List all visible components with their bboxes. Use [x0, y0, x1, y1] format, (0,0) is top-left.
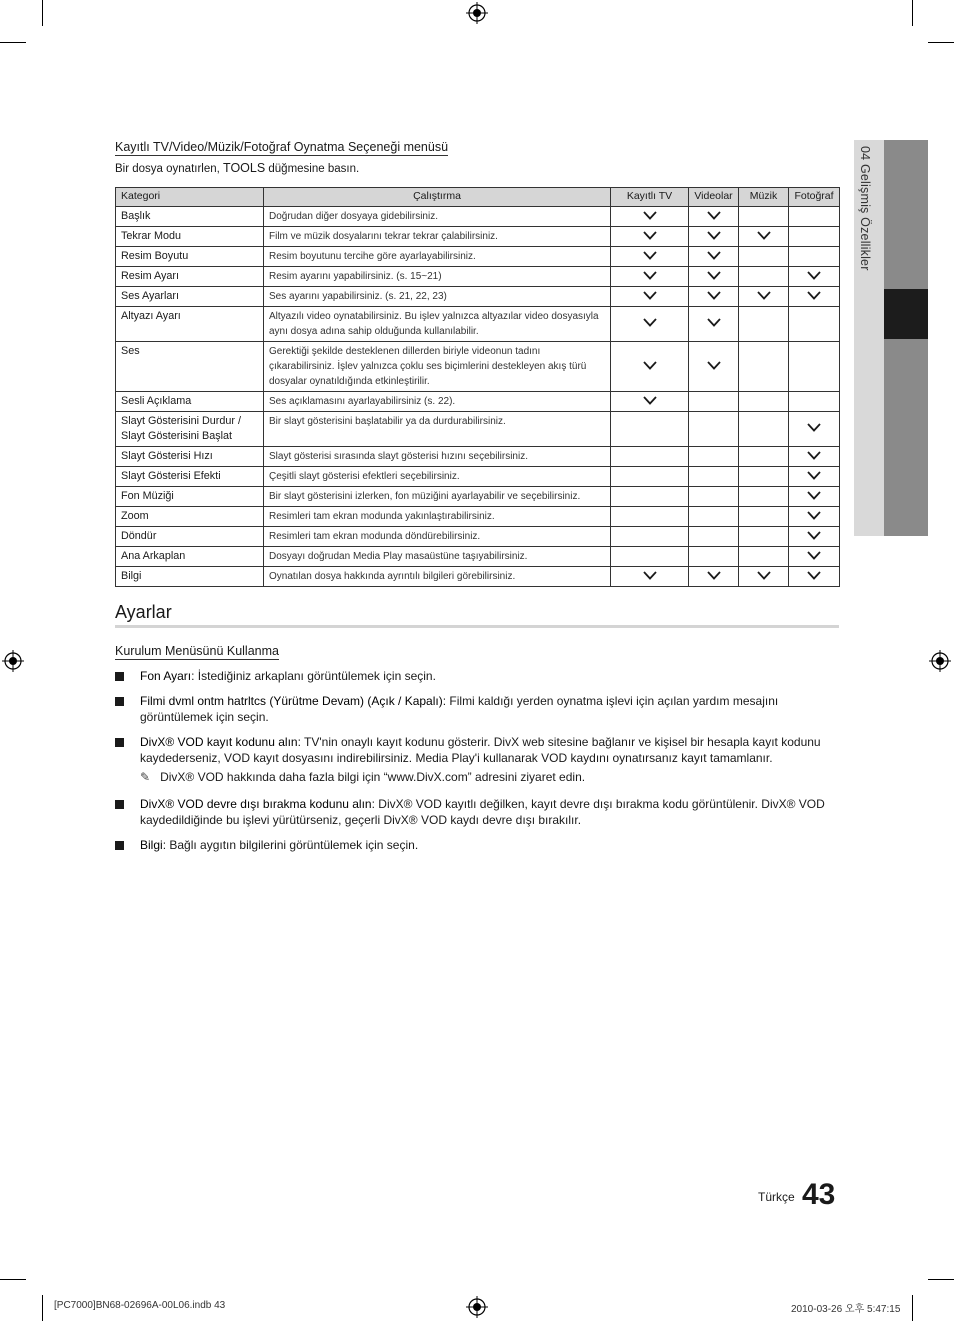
availability-cell — [689, 392, 739, 412]
row-category: Ana Arkaplan — [116, 547, 264, 567]
row-category: Tekrar Modu — [116, 227, 264, 247]
row-category: Resim Boyutu — [116, 247, 264, 267]
checkmark-icon — [643, 361, 657, 373]
availability-cell — [611, 487, 689, 507]
table-row — [116, 267, 840, 287]
list-item — [115, 734, 839, 766]
table-row — [116, 247, 840, 267]
availability-cell — [789, 267, 840, 287]
row-description: Doğrudan diğer dosyaya gidebilirsiniz. — [264, 207, 611, 227]
table-row — [116, 447, 840, 467]
options-table — [115, 187, 840, 587]
availability-cell — [789, 447, 840, 467]
list-item-term: Filmi dvml ontm hatrltcs (Yürütme Devam) (Açık / Kapalı) — [140, 694, 443, 708]
checkmark-icon — [807, 551, 821, 563]
table-row — [116, 207, 840, 227]
availability-cell — [689, 287, 739, 307]
availability-cell — [689, 547, 739, 567]
availability-cell — [739, 307, 789, 342]
row-category: Altyazı Ayarı — [116, 307, 264, 342]
availability-cell — [611, 227, 689, 247]
crop-mark — [0, 42, 26, 43]
row-description: Çeşitli slayt gösterisi efektleri seçebilirsiniz. — [264, 467, 611, 487]
checkmark-icon — [807, 491, 821, 503]
availability-cell — [689, 207, 739, 227]
row-description: Dosyayı doğrudan Media Play masaüstüne taşıyabilirsiniz. — [264, 547, 611, 567]
checkmark-icon — [707, 271, 721, 283]
list-item-text: : İstediğiniz arkaplanı görüntülemek için seçin. — [191, 669, 436, 683]
row-description: Slayt gösterisi sırasında slayt gösterisi hızını seçebilirsiniz. — [264, 447, 611, 467]
note — [140, 770, 585, 784]
availability-cell — [739, 412, 789, 447]
availability-cell — [611, 247, 689, 267]
checkmark-icon — [707, 231, 721, 243]
table-row — [116, 567, 840, 587]
availability-cell — [689, 267, 739, 287]
checkmark-icon — [643, 396, 657, 408]
table-row — [116, 547, 840, 567]
table-row — [116, 467, 840, 487]
checkmark-icon — [707, 318, 721, 330]
availability-cell — [789, 487, 840, 507]
row-category: Slayt Gösterisi Efekti — [116, 467, 264, 487]
checkmark-icon — [643, 571, 657, 583]
checkmark-icon — [707, 571, 721, 583]
checkmark-icon — [757, 231, 771, 243]
bullet-square-icon — [115, 841, 124, 850]
bullet-square-icon — [115, 800, 124, 809]
bullet-square-icon — [115, 697, 124, 706]
checkmark-icon — [807, 423, 821, 435]
availability-cell — [739, 447, 789, 467]
row-category: Slayt Gösterisini Durdur / Slayt Gösterisini Başlat — [116, 412, 264, 447]
checkmark-icon — [643, 318, 657, 330]
row-category: Slayt Gösterisi Hızı — [116, 447, 264, 467]
crop-mark — [928, 1279, 954, 1280]
checkmark-icon — [807, 531, 821, 543]
list-item-text: : Filmi kaldığı yerden oynatma işlevi için açılan yardım mesajını görüntülemek için seçin. — [140, 694, 779, 724]
row-category: Resim Ayarı — [116, 267, 264, 287]
table-row — [116, 412, 840, 447]
list-item-text: : Bağlı aygıtın bilgilerini görüntülemek için seçin. — [162, 838, 419, 852]
availability-cell — [789, 507, 840, 527]
availability-cell — [789, 342, 840, 392]
column-header: Videolar — [689, 188, 739, 207]
availability-cell — [789, 287, 840, 307]
availability-cell — [611, 287, 689, 307]
registration-target-icon — [2, 650, 24, 672]
row-category: Ses Ayarları — [116, 287, 264, 307]
list-item — [115, 668, 839, 684]
availability-cell — [611, 307, 689, 342]
row-description: Bir slayt gösterisini başlatabilir ya da durdurabilirsiniz. — [264, 412, 611, 447]
availability-cell — [611, 547, 689, 567]
settings-subtitle: Kurulum Menüsünü Kullanma — [115, 644, 279, 658]
note-text: DivX® VOD hakkında daha fazla bilgi için “www.DivX.com” adresini ziyaret edin. — [160, 770, 586, 784]
checkmark-icon — [707, 211, 721, 223]
row-description: Resim ayarını yapabilirsiniz. (s. 15~21) — [264, 267, 611, 287]
table-header-row — [116, 188, 840, 207]
row-category: Başlık — [116, 207, 264, 227]
table-row — [116, 527, 840, 547]
column-header: Çalıştırma — [264, 188, 611, 207]
bullet-square-icon — [115, 738, 124, 747]
registration-target-icon — [466, 1296, 488, 1318]
table-row — [116, 342, 840, 392]
availability-cell — [689, 447, 739, 467]
availability-cell — [689, 412, 739, 447]
availability-cell — [689, 487, 739, 507]
availability-cell — [611, 267, 689, 287]
availability-cell — [739, 527, 789, 547]
row-description: Resim boyutunu tercihe göre ayarlayabilirsiniz. — [264, 247, 611, 267]
row-category: Zoom — [116, 507, 264, 527]
print-datestamp: 2010-03-26 오후 5:47:15 — [791, 1304, 901, 1315]
page-language: Türkçe — [758, 1190, 795, 1204]
availability-cell — [689, 307, 739, 342]
availability-cell — [739, 507, 789, 527]
row-category: Fon Müziği — [116, 487, 264, 507]
print-file-info: [PC7000]BN68-02696A-00L06.indb 43 — [54, 1300, 226, 1311]
checkmark-icon — [643, 211, 657, 223]
availability-cell — [739, 547, 789, 567]
checkmark-icon — [807, 291, 821, 303]
bullet-square-icon — [115, 672, 124, 681]
availability-cell — [739, 287, 789, 307]
availability-cell — [739, 392, 789, 412]
availability-cell — [739, 487, 789, 507]
page-number: 43 — [802, 1178, 836, 1211]
chapter-tab-label: 04 Gelişmiş Özellikler — [858, 146, 872, 271]
availability-cell — [611, 392, 689, 412]
checkmark-icon — [757, 571, 771, 583]
crop-mark — [912, 0, 913, 26]
availability-cell — [689, 567, 739, 587]
table-row — [116, 487, 840, 507]
availability-cell — [739, 207, 789, 227]
availability-cell — [789, 207, 840, 227]
row-category: Sesli Açıklama — [116, 392, 264, 412]
availability-cell — [689, 342, 739, 392]
table-row — [116, 507, 840, 527]
row-description: Resimleri tam ekran modunda yakınlaştırabilirsiniz. — [264, 507, 611, 527]
registration-target-icon — [466, 2, 488, 24]
list-item-text: : DivX® VOD kayıtlı değilken, kayıt devre dışı bırakma kodu görüntülenir. DivX® VOD kaydedildiğinde bu işlevi yürütürseniz, geçerli DivX® VOD kaydı devre dışı bırakılır. — [140, 797, 825, 827]
availability-cell — [689, 467, 739, 487]
menu-section-title: Kayıtlı TV/Video/Müzik/Fotoğraf Oynatma Seçeneği menüsü — [115, 140, 449, 154]
checkmark-icon — [707, 251, 721, 263]
crop-mark — [42, 0, 43, 26]
checkmark-icon — [643, 251, 657, 263]
availability-cell — [611, 567, 689, 587]
availability-cell — [611, 412, 689, 447]
checkmark-icon — [807, 511, 821, 523]
availability-cell — [689, 227, 739, 247]
availability-cell — [611, 467, 689, 487]
crop-mark — [42, 1295, 43, 1321]
availability-cell — [739, 467, 789, 487]
availability-cell — [739, 567, 789, 587]
row-description: Gerektiği şekilde desteklenen dillerden biriyle videonun tadını çıkarabilirsiniz. İşlev yalnızca çoklu ses biçimlerini destekleyen akış türü dosyalar oynatıldığında etkinleştirilir. — [264, 342, 611, 392]
availability-cell — [611, 507, 689, 527]
row-description: Ses açıklamasını ayarlayabilirsiniz (s. 22). — [264, 392, 611, 412]
list-item-text: : TV'nin onaylı kayıt kodunu gösterir. DivX web sitesine bağlanır ve kişisel bir hesapla kayıt kodunu kaydederseniz, VOD kayıt dosyasını indirebilirsiniz. Media Play'i kullanarak VOD kaydını oynatırsanız kayıt tamamlanır. — [140, 735, 821, 765]
availability-cell — [611, 527, 689, 547]
row-description: Bir slayt gösterisini izlerken, fon müziğini ayarlayabilir ve seçebilirsiniz. — [264, 487, 611, 507]
table-row — [116, 287, 840, 307]
availability-cell — [689, 507, 739, 527]
list-item — [115, 693, 839, 725]
crop-mark — [0, 1279, 26, 1280]
row-category: Ses — [116, 342, 264, 392]
availability-cell — [689, 527, 739, 547]
registration-target-icon — [929, 650, 951, 672]
availability-cell — [611, 447, 689, 467]
list-item — [115, 837, 839, 853]
checkmark-icon — [643, 231, 657, 243]
row-description: Ses ayarını yapabilirsiniz. (s. 21, 22, 23) — [264, 287, 611, 307]
availability-cell — [789, 412, 840, 447]
checkmark-icon — [807, 271, 821, 283]
checkmark-icon — [707, 291, 721, 303]
checkmark-icon — [643, 291, 657, 303]
availability-cell — [739, 342, 789, 392]
column-header: Kayıtlı TV — [611, 188, 689, 207]
crop-mark — [912, 1295, 913, 1321]
list-item-term: DivX® VOD devre dışı bırakma kodunu alın — [140, 797, 372, 811]
chapter-tab-marker — [884, 289, 928, 339]
checkmark-icon — [807, 451, 821, 463]
column-header: Fotoğraf — [789, 188, 840, 207]
checkmark-icon — [807, 471, 821, 483]
availability-cell — [689, 247, 739, 267]
row-description: Film ve müzik dosyalarını tekrar tekrar çalabilirsiniz. — [264, 227, 611, 247]
list-item-term: Fon Ayarı — [140, 669, 192, 683]
table-row — [116, 307, 840, 342]
checkmark-icon — [807, 571, 821, 583]
list-item-term: DivX® VOD kayıt kodunu alın — [140, 735, 298, 749]
availability-cell — [789, 227, 840, 247]
checkmark-icon — [643, 271, 657, 283]
row-description: Resimleri tam ekran modunda döndürebilirsiniz. — [264, 527, 611, 547]
checkmark-icon — [757, 291, 771, 303]
table-row — [116, 392, 840, 412]
availability-cell — [611, 207, 689, 227]
row-category: Döndür — [116, 527, 264, 547]
availability-cell — [611, 342, 689, 392]
settings-title-rule — [115, 625, 839, 628]
availability-cell — [789, 247, 840, 267]
column-header: Kategori — [116, 188, 264, 207]
availability-cell — [789, 527, 840, 547]
list-item-term: Bilgi — [140, 838, 163, 852]
availability-cell — [789, 392, 840, 412]
availability-cell — [789, 467, 840, 487]
availability-cell — [789, 547, 840, 567]
availability-cell — [739, 247, 789, 267]
settings-title: Ayarlar — [115, 602, 172, 622]
pencil-note-icon: ✎ — [140, 770, 151, 784]
row-category: Bilgi — [116, 567, 264, 587]
availability-cell — [789, 567, 840, 587]
list-item — [115, 796, 839, 828]
availability-cell — [789, 307, 840, 342]
table-row — [116, 227, 840, 247]
checkmark-icon — [707, 361, 721, 373]
availability-cell — [739, 267, 789, 287]
crop-mark — [928, 42, 954, 43]
row-description: Altyazılı video oynatabilirsiniz. Bu işlev yalnızca altyazılar video dosyasıyla aynı dosya adına sahip olduğunda kullanılabilir. — [264, 307, 611, 342]
row-description: Oynatılan dosya hakkında ayrıntılı bilgileri görebilirsiniz. — [264, 567, 611, 587]
menu-section-hint: Bir dosya oynatırlen, TOOLS düğmesine basın. — [115, 161, 360, 175]
column-header: Müzik — [739, 188, 789, 207]
availability-cell — [739, 227, 789, 247]
